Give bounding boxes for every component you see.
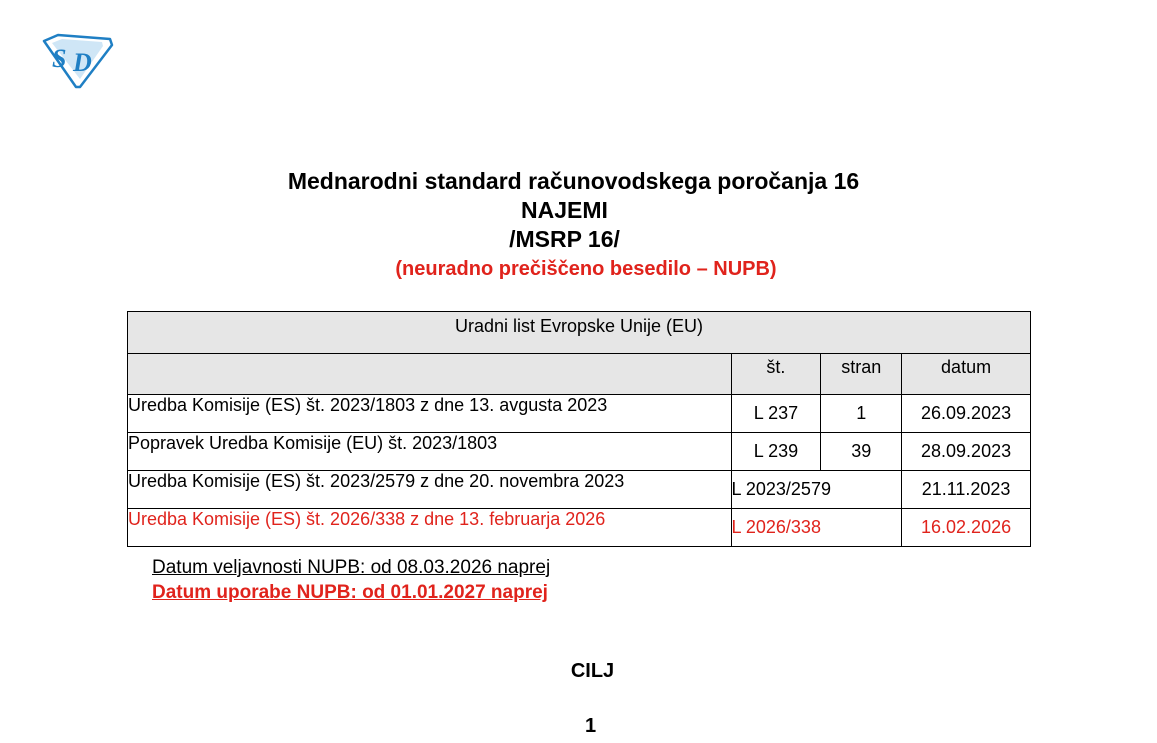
sd-logo [40, 33, 114, 89]
st-merged-cell: L 2026/338 [731, 509, 902, 547]
header-st: št. [731, 354, 821, 395]
datum-cell: 21.11.2023 [902, 471, 1031, 509]
document-subject: NAJEMI [521, 197, 608, 223]
stran-cell: 39 [821, 433, 902, 471]
table-caption-row [128, 312, 1031, 354]
svg-text:S: S [52, 44, 67, 73]
svg-text:D: D [73, 48, 92, 77]
validity-date-note: Datum veljavnosti NUPB: od 08.03.2026 naprej [152, 557, 551, 578]
title-block [0, 167, 1157, 282]
header-stran: stran [821, 354, 902, 395]
header-datum: datum [902, 354, 1031, 395]
header-empty-cell [128, 354, 732, 395]
official-journal-table [127, 311, 1031, 547]
st-merged-cell: L 2023/2579 [731, 471, 902, 509]
regulation-cell: Popravek Uredba Komisije (EU) št. 2023/1803 [128, 433, 732, 471]
table-row [128, 433, 1031, 471]
table-header-row [128, 354, 1031, 395]
datum-cell: 26.09.2023 [902, 395, 1031, 433]
table-caption: Uradni list Evropske Unije (EU) [128, 312, 1031, 354]
document-abbreviation: /MSRP 16/ [509, 226, 620, 252]
section-heading: CILJ [570, 660, 615, 682]
document-status: (neuradno prečiščeno besedilo – NUPB) [395, 258, 777, 280]
datum-cell: 28.09.2023 [902, 433, 1031, 471]
regulation-cell: Uredba Komisije (ES) št. 2026/338 z dne 13. februarja 2026 [128, 509, 732, 547]
st-cell: L 237 [731, 395, 821, 433]
footnotes [152, 555, 550, 605]
regulation-cell: Uredba Komisije (ES) št. 2023/2579 z dne 20. novembra 2023 [128, 471, 732, 509]
table-row [128, 471, 1031, 509]
usage-date-note: Datum uporabe NUPB: od 01.01.2027 naprej [152, 582, 548, 603]
st-cell: L 239 [731, 433, 821, 471]
page-number: 1 [584, 715, 597, 737]
document-title: Mednarodni standard računovodskega poročanja 16 [287, 168, 860, 194]
datum-cell: 16.02.2026 [902, 509, 1031, 547]
table-row [128, 509, 1031, 547]
stran-cell: 1 [821, 395, 902, 433]
regulation-cell: Uredba Komisije (ES) št. 2023/1803 z dne 13. avgusta 2023 [128, 395, 732, 433]
table-row [128, 395, 1031, 433]
